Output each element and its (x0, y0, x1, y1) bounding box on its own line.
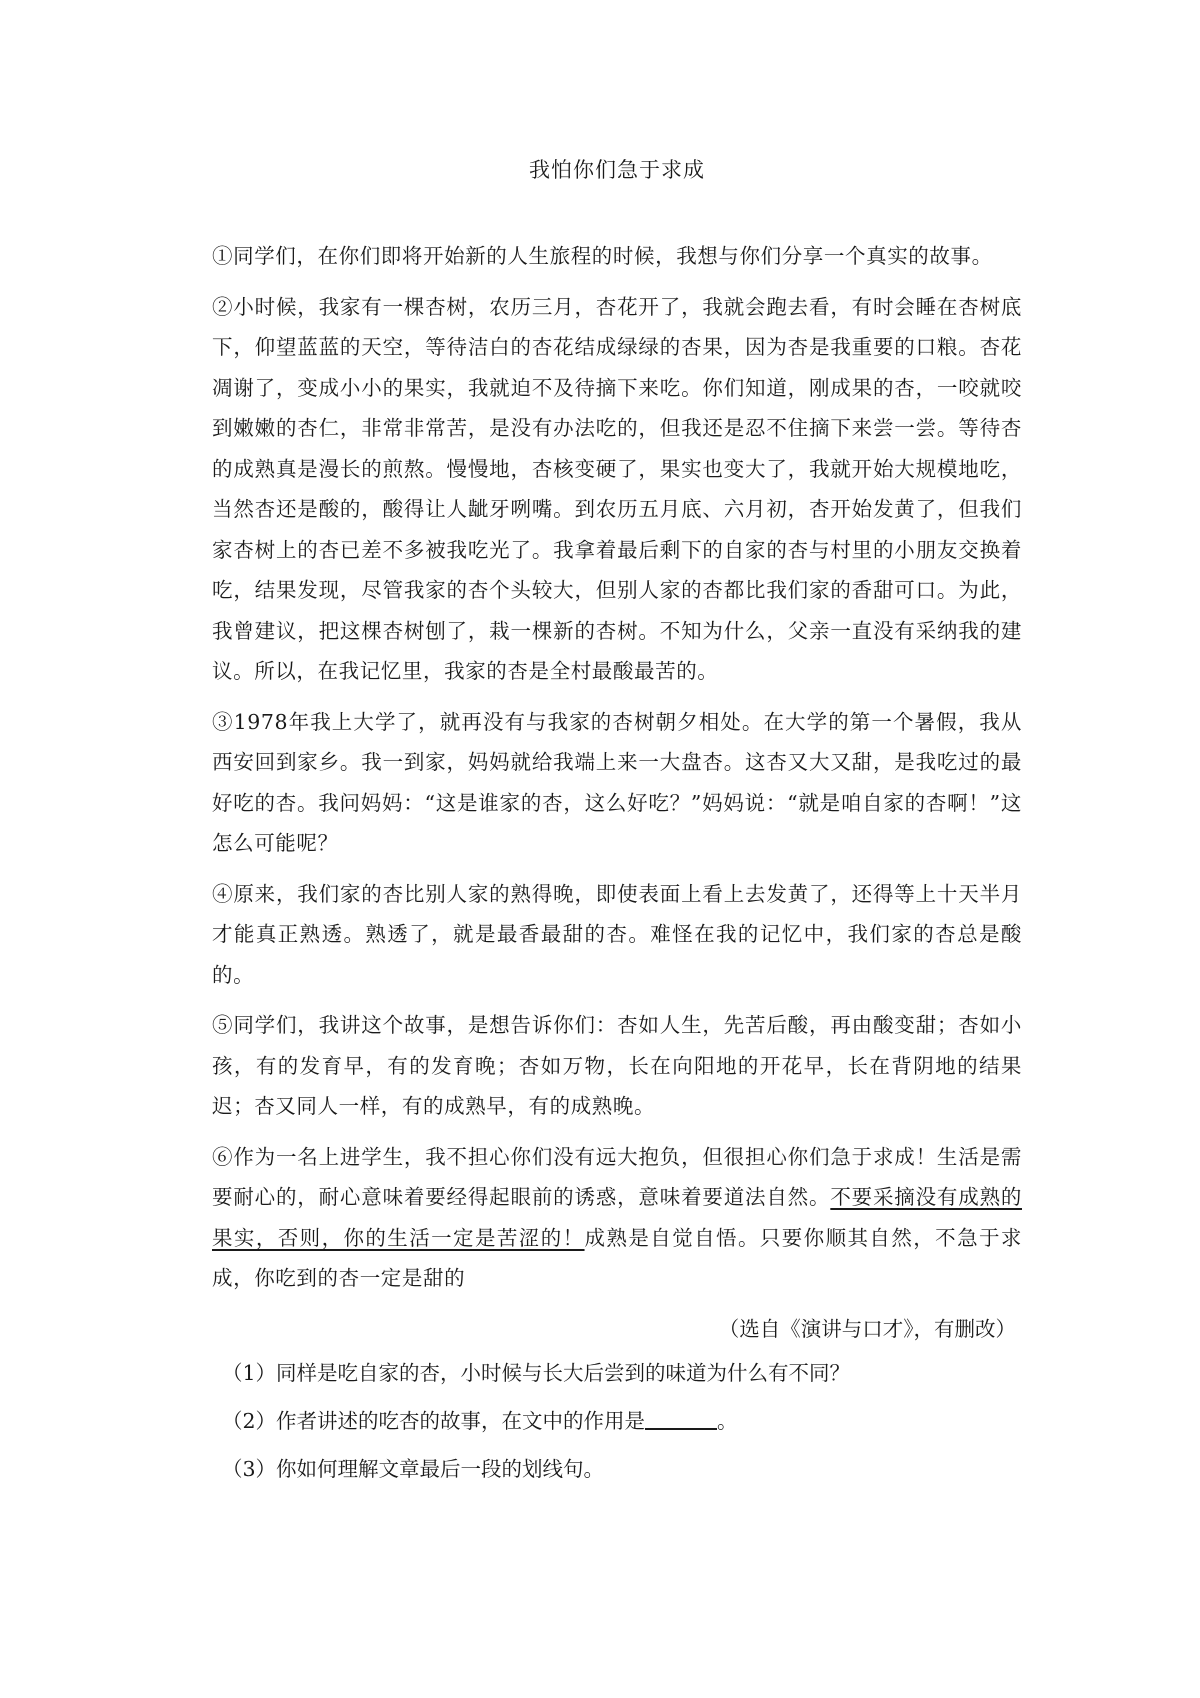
paragraph-6-text: ⑥作为一名上进学生，我不担心你们没有远大抱负，但很担心你们急于求成！生活是需要耐心的，耐心意味着要经得起眼前的诱惑，意味着要道法自然。 (212, 1144, 1022, 1209)
paragraph-1: ①同学们，在你们即将开始新的人生旅程的时候，我想与你们分享一个真实的故事。 (212, 244, 993, 268)
question-3: （3）你如何理解文章最后一段的划线句。 (222, 1456, 605, 1481)
answer-blank[interactable] (645, 1407, 717, 1430)
document-page (212, 150, 1022, 1497)
question-1: （1）同样是吃自家的杏，小时候与长大后尝到的味道为什么有不同？ (222, 1360, 851, 1385)
question-2-period: 。 (717, 1408, 738, 1433)
paragraph-6 (212, 1137, 1022, 1299)
paragraph-3: ③1978年我上大学了，就再没有与我家的杏树朝夕相处。在大学的第一个暑假，我从西安回到家乡。我一到家，妈妈就给我端上来一大盘杏。这杏又大又甜，是我吃过的最好吃的杏。我问妈妈：“这是谁家的杏，这么好吃？”妈妈说：“就是咱自家的杏啊！”这怎么可能呢？ (212, 709, 1022, 855)
question-2 (222, 1401, 1022, 1441)
paragraph-2: ②小时候，我家有一棵杏树，农历三月，杏花开了，我就会跑去看，有时会睡在杏树底下，仰望蓝蓝的天空，等待洁白的杏花结成绿绿的杏果，因为杏是我重要的口粮。杏花凋谢了，变成小小的果实，我就迫不及待摘下来吃。你们知道，刚成果的杏，一咬就咬到嫩嫩的杏仁，非常非常苦，是没有办法吃的，但我还是忍不住摘下来尝一尝。等待杏的成熟真是漫长的煎熬。慢慢地，杏核变硬了，果实也变大了，我就开始大规模地吃，当然杏还是酸的，酸得让人龇牙咧嘴。到农历五月底、六月初，杏开始发黄了，但我们家杏树上的杏已差不多被我吃光了。我拿着最后剩下的自家的杏与村里的小朋友交换着吃，结果发现，尽管我家的杏个头较大，但别人家的杏都比我们家的香甜可口。为此，我曾建议，把这棵杏树刨了，栽一棵新的杏树。不知为什么，父亲一直没有采纳我的建议。所以，在我记忆里，我家的杏是全村最酸最苦的。 (212, 294, 1022, 683)
paragraph-6-ending: 成熟是自觉自悟。只要你顺其自然，不急于求成，你吃到的杏一定是甜的 (212, 1225, 1023, 1290)
source-citation: （选自《演讲与口才》，有删改） (718, 1316, 1016, 1341)
article-title: 我怕你们急于求成 (529, 158, 705, 182)
question-2-text: （2）作者讲述的吃杏的故事，在文中的作用是 (222, 1408, 646, 1433)
paragraph-5: ⑤同学们，我讲这个故事，是想告诉你们：杏如人生，先苦后酸，再由酸变甜；杏如小孩，有的发育早，有的发育晚；杏如万物，长在向阳地的开花早，长在背阴地的结果迟；杏又同人一样，有的成熟早，有的成熟晚。 (212, 1013, 1022, 1118)
paragraph-4: ④原来，我们家的杏比别人家的熟得晚，即使表面上看上去发黄了，还得等上十天半月才能真正熟透。熟透了，就是最香最甜的杏。难怪在我的记忆中，我们家的杏总是酸的。 (212, 881, 1022, 987)
underlined-sentence: 不要采摘没有成熟的果实，否则，你的生活一定是苦涩的！ (212, 1185, 1022, 1250)
